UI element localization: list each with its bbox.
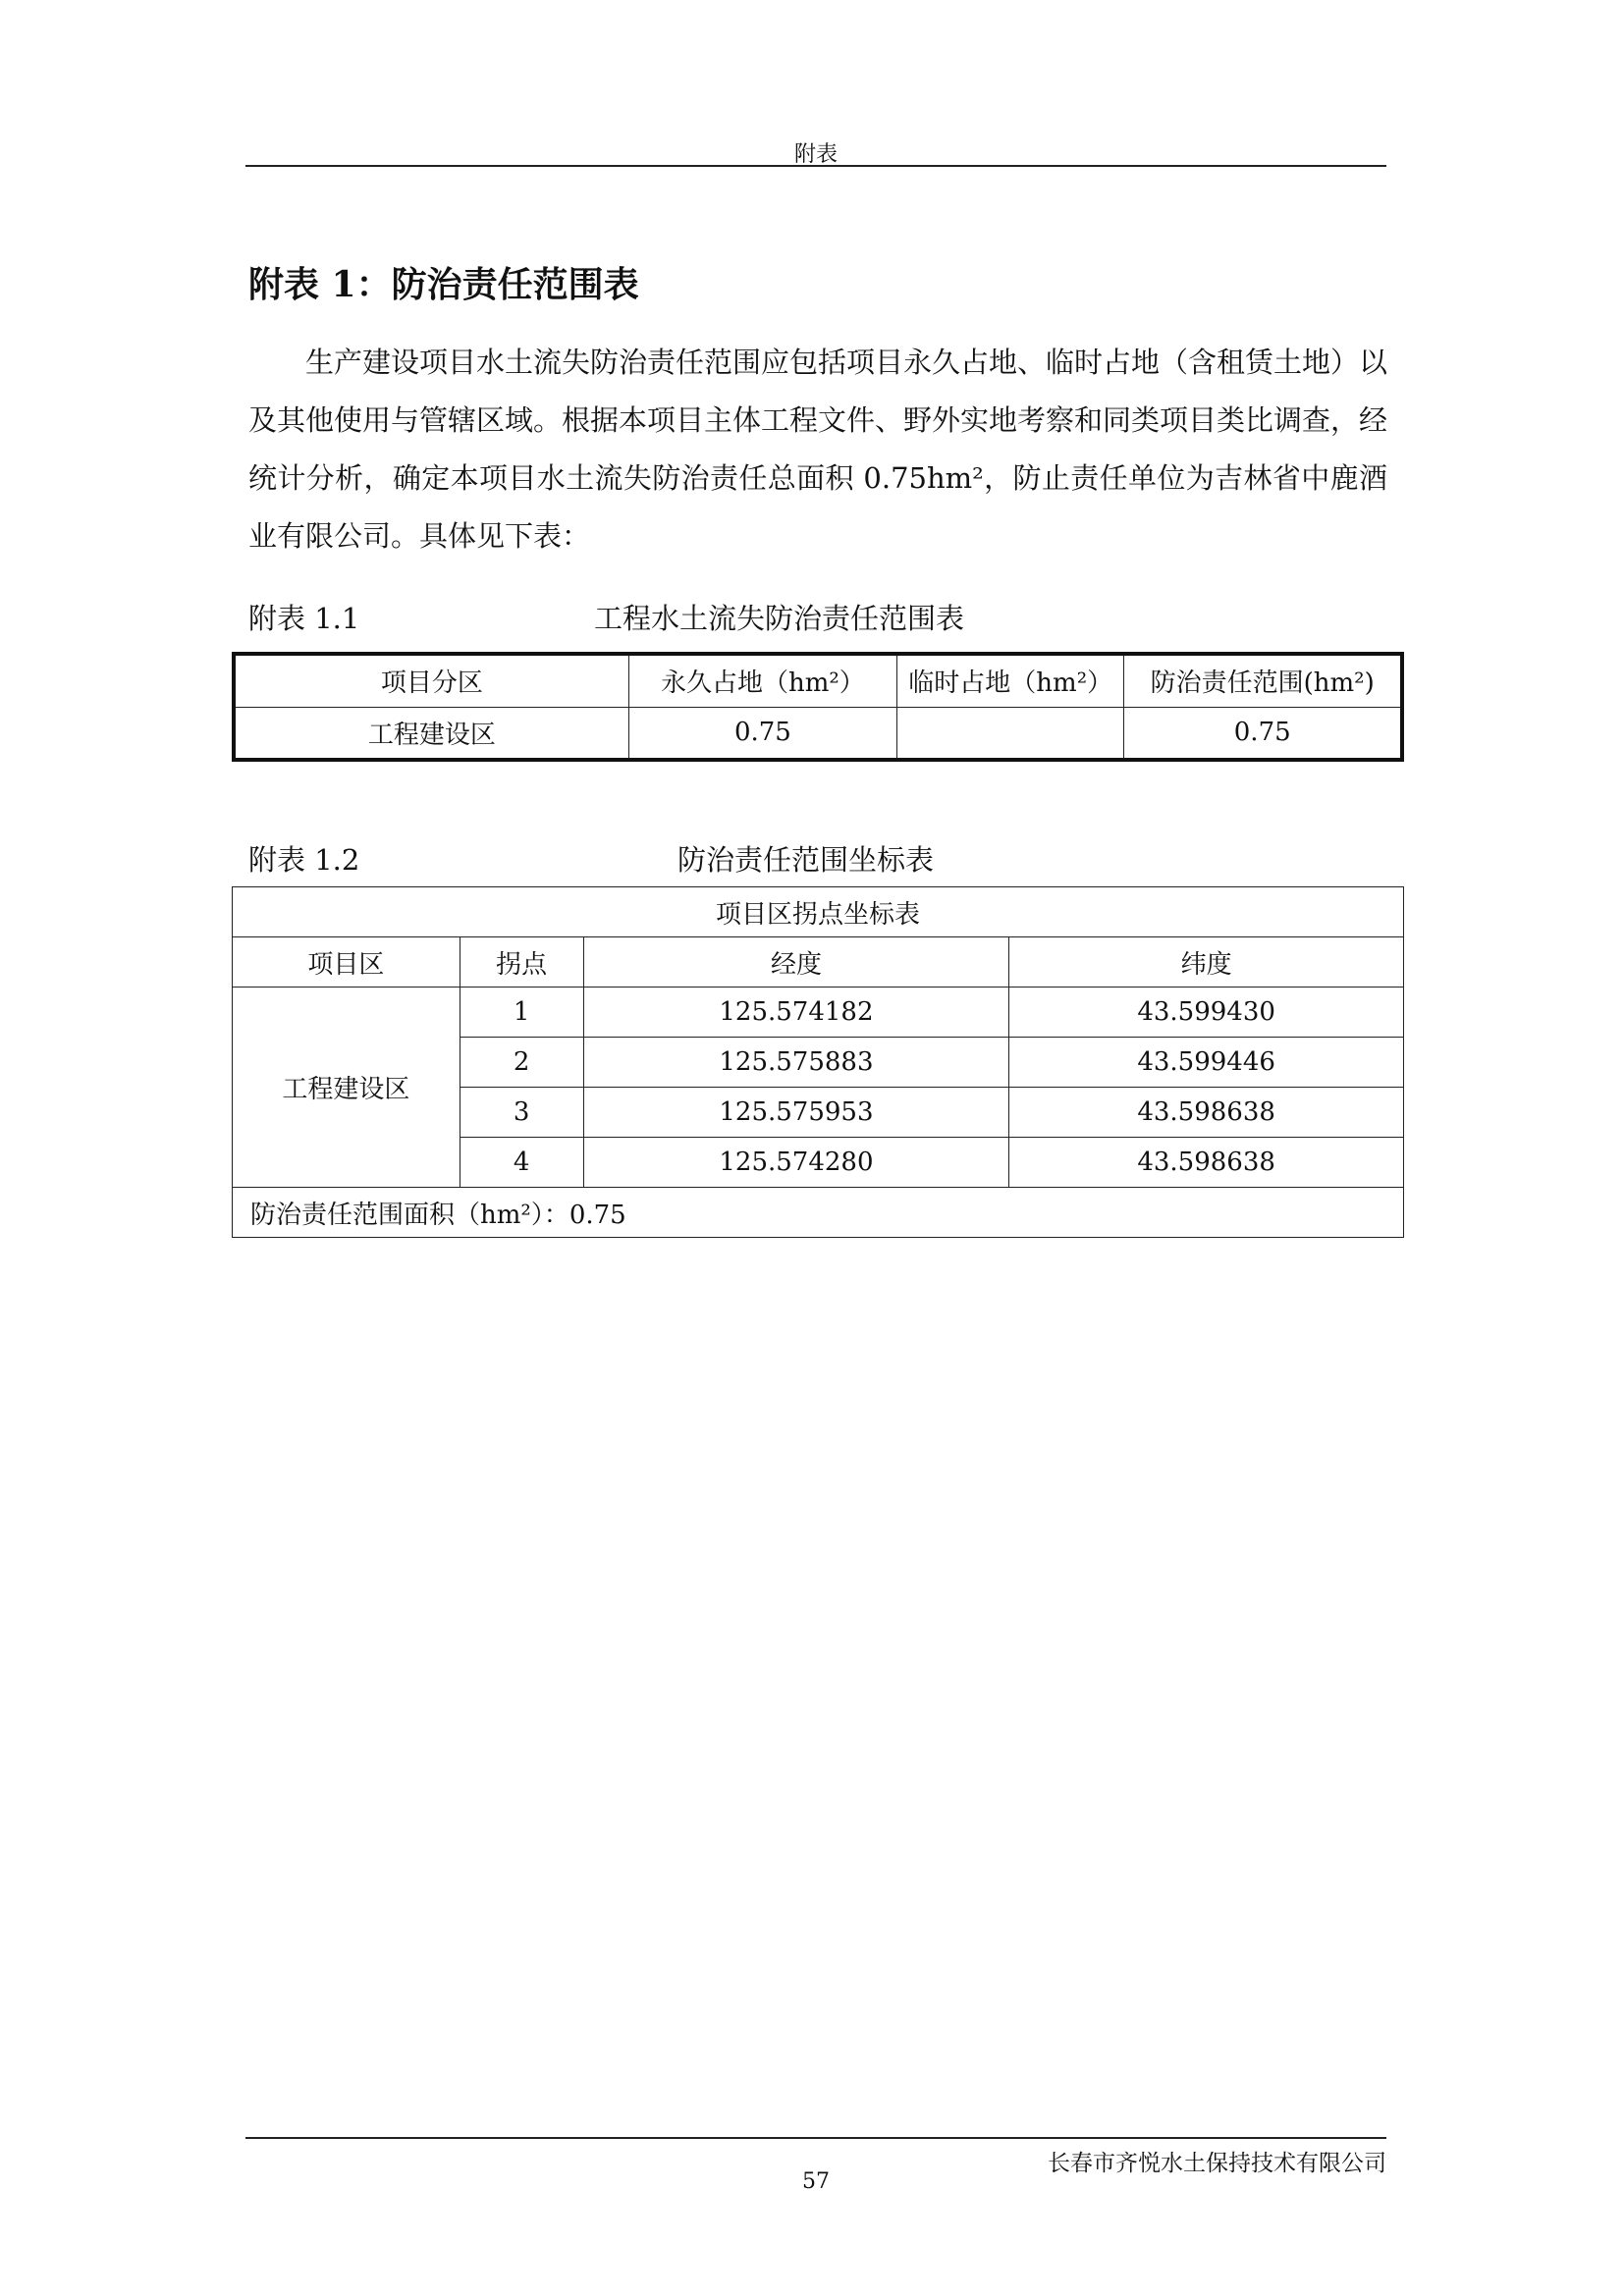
header-cell: 永久占地（hm²） (628, 654, 896, 707)
table-cell: 125.574182 (583, 988, 1009, 1038)
table-1-title: 工程水土流失防治责任范围表 (594, 602, 965, 635)
section-title: 附表 1：防治责任范围表 (248, 264, 639, 305)
table-1-label: 附表 1.1 (248, 602, 360, 635)
table-header-row (234, 654, 1402, 707)
table-cell: 0.75 (628, 707, 896, 760)
page-number: 57 (802, 2169, 830, 2194)
table-cell: 43.598638 (1009, 1088, 1404, 1138)
footer-company-name: 长春市齐悦水土保持技术有限公司 (1048, 2151, 1386, 2176)
table-cell: 125.575883 (583, 1038, 1009, 1088)
header-divider (245, 165, 1386, 167)
table-cell: 125.575953 (583, 1088, 1009, 1138)
coordinate-table (232, 886, 1404, 1238)
table-2-caption (248, 838, 1387, 877)
table-row (234, 707, 1402, 760)
header-cell: 经度 (583, 937, 1009, 988)
table-cell: 43.599446 (1009, 1038, 1404, 1088)
table-caption-cell: 项目区拐点坐标表 (233, 887, 1404, 937)
table-cell: 2 (460, 1038, 583, 1088)
table-cell (897, 707, 1124, 760)
page-header-title: 附表 (793, 142, 838, 167)
table-cell: 1 (460, 988, 583, 1038)
table-cell: 3 (460, 1088, 583, 1138)
footer-divider (245, 2137, 1386, 2139)
table-cell: 43.598638 (1009, 1138, 1404, 1188)
table-cell: 0.75 (1124, 707, 1402, 760)
header-cell: 防治责任范围(hm²) (1124, 654, 1402, 707)
intro-paragraph: 生产建设项目水土流失防治责任范围应包括项目永久占地、临时占地（含租赁土地）以及其他使用与管辖区域。根据本项目主体工程文件、野外实地考察和同类项目类比调查，经统计分析，确定本项目水土流失防治责任总面积 0.75hm²，防止责任单位为吉林省中鹿酒业有限公司。具体见下表： (248, 346, 1388, 553)
body-text (248, 334, 1387, 565)
table-cell: 4 (460, 1138, 583, 1188)
table-cell: 工程建设区 (234, 707, 628, 760)
table-footnote-row (233, 1188, 1404, 1238)
table-caption-row (233, 887, 1404, 937)
table-1-caption (248, 597, 1387, 635)
table-2-label: 附表 1.2 (248, 843, 360, 877)
header-cell: 项目区 (233, 937, 460, 988)
header-cell: 临时占地（hm²） (897, 654, 1124, 707)
table-header-row (233, 937, 1404, 988)
header-cell: 项目分区 (234, 654, 628, 707)
area-total-footnote: 防治责任范围面积（hm²）：0.75 (233, 1188, 1404, 1238)
table-row (233, 988, 1404, 1038)
header-cell: 纬度 (1009, 937, 1404, 988)
area-name-cell: 工程建设区 (233, 988, 460, 1188)
table-2-title: 防治责任范围坐标表 (677, 843, 935, 877)
responsibility-range-table (232, 652, 1404, 762)
header-cell: 拐点 (460, 937, 583, 988)
table-cell: 43.599430 (1009, 988, 1404, 1038)
table-cell: 125.574280 (583, 1138, 1009, 1188)
